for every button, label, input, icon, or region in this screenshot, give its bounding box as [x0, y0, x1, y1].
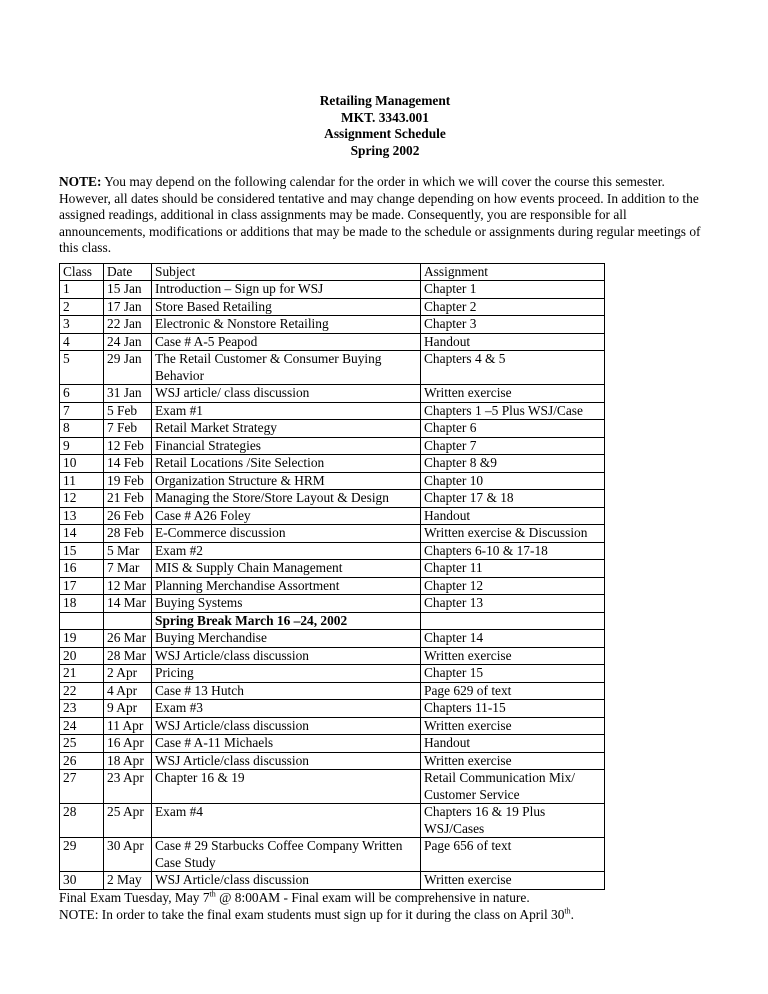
subject-cell: Planning Merchandise Assortment: [152, 577, 421, 595]
subject-cell: Exam #3: [152, 700, 421, 718]
date-cell: 11 Apr: [104, 717, 152, 735]
subject-cell: WSJ Article/class discussion: [152, 872, 421, 890]
class-cell: 22: [60, 682, 104, 700]
class-cell: 17: [60, 577, 104, 595]
table-row: [60, 490, 605, 508]
table-row: [60, 437, 605, 455]
class-cell: 8: [60, 420, 104, 438]
table-row: [60, 665, 605, 683]
assignment-cell: Chapters 16 & 19 Plus WSJ/Cases: [421, 804, 605, 838]
assignment-cell: Chapter 3: [421, 316, 605, 334]
table-row: [60, 682, 605, 700]
assignment-cell: Chapters 11-15: [421, 700, 605, 718]
note-paragraph: [59, 174, 711, 257]
assignment-cell: Chapter 15: [421, 665, 605, 683]
table-row: [60, 455, 605, 473]
table-row: [60, 402, 605, 420]
assignment-cell: Written exercise: [421, 872, 605, 890]
table-row: [60, 770, 605, 804]
subject-cell: Organization Structure & HRM: [152, 472, 421, 490]
class-cell: 26: [60, 752, 104, 770]
subject-cell: The Retail Customer & Consumer Buying Behavior: [152, 351, 421, 385]
assignment-cell: Chapter 8 &9: [421, 455, 605, 473]
date-cell: 29 Jan: [104, 351, 152, 385]
assignment-cell: Page 629 of text: [421, 682, 605, 700]
table-row: [60, 385, 605, 403]
table-row: [60, 560, 605, 578]
table-row: [60, 351, 605, 385]
document-page: [59, 93, 711, 923]
final-note-text-2: .: [570, 906, 574, 922]
date-cell: 19 Feb: [104, 472, 152, 490]
date-cell: 4 Apr: [104, 682, 152, 700]
empty-cell: [421, 612, 605, 630]
assignment-cell: Written exercise & Discussion: [421, 525, 605, 543]
final-exam-line: [59, 890, 711, 907]
class-cell: 10: [60, 455, 104, 473]
subject-cell: Case # A-5 Peapod: [152, 333, 421, 351]
class-cell: 20: [60, 647, 104, 665]
assignment-cell: Chapter 14: [421, 630, 605, 648]
date-cell: 5 Feb: [104, 402, 152, 420]
title-block: [59, 93, 711, 159]
date-cell: 23 Apr: [104, 770, 152, 804]
assignment-cell: Chapter 2: [421, 298, 605, 316]
assignment-cell: Chapters 4 & 5: [421, 351, 605, 385]
class-cell: 14: [60, 525, 104, 543]
class-cell: 12: [60, 490, 104, 508]
empty-cell: [60, 612, 104, 630]
assignment-cell: Written exercise: [421, 647, 605, 665]
doc-title: Retailing Management: [319, 93, 451, 108]
subject-cell: Introduction – Sign up for WSJ: [152, 281, 421, 299]
date-cell: 22 Jan: [104, 316, 152, 334]
final-note-sup: th: [564, 906, 571, 916]
subject-cell: Case # A-11 Michaels: [152, 735, 421, 753]
date-cell: 16 Apr: [104, 735, 152, 753]
assignment-cell: Handout: [421, 507, 605, 525]
date-cell: 7 Feb: [104, 420, 152, 438]
class-cell: 1: [60, 281, 104, 299]
class-cell: 2: [60, 298, 104, 316]
assignment-cell: Page 656 of text: [421, 838, 605, 872]
subject-cell: Exam #1: [152, 402, 421, 420]
note-label: NOTE:: [59, 174, 102, 189]
class-cell: 9: [60, 437, 104, 455]
date-cell: 14 Mar: [104, 595, 152, 613]
date-cell: 18 Apr: [104, 752, 152, 770]
subject-cell: Pricing: [152, 665, 421, 683]
final-exam-text-2: @ 8:00AM - Final exam will be comprehensive in nature.: [215, 889, 530, 905]
date-cell: 12 Mar: [104, 577, 152, 595]
class-cell: 28: [60, 804, 104, 838]
assignment-cell: Written exercise: [421, 717, 605, 735]
date-cell: 7 Mar: [104, 560, 152, 578]
subject-cell: Exam #2: [152, 542, 421, 560]
table-row: [60, 420, 605, 438]
subject-cell: Chapter 16 & 19: [152, 770, 421, 804]
date-cell: 26 Feb: [104, 507, 152, 525]
subject-cell: WSJ article/ class discussion: [152, 385, 421, 403]
term: Spring 2002: [350, 142, 420, 158]
date-cell: 28 Mar: [104, 647, 152, 665]
subject-cell: Financial Strategies: [152, 437, 421, 455]
table-row: [60, 525, 605, 543]
table-row: [60, 838, 605, 872]
assignment-cell: Written exercise: [421, 752, 605, 770]
date-cell: 12 Feb: [104, 437, 152, 455]
class-cell: 16: [60, 560, 104, 578]
assignment-cell: Chapter 1: [421, 281, 605, 299]
subject-cell: Exam #4: [152, 804, 421, 838]
class-cell: 21: [60, 665, 104, 683]
table-row: [60, 630, 605, 648]
table-row: [60, 872, 605, 890]
assignment-cell: Chapters 6-10 & 17-18: [421, 542, 605, 560]
header-row: [60, 263, 605, 281]
table-row: [60, 507, 605, 525]
class-cell: 11: [60, 472, 104, 490]
assignment-cell: Chapter 12: [421, 577, 605, 595]
subject-cell: Retail Locations /Site Selection: [152, 455, 421, 473]
class-cell: 24: [60, 717, 104, 735]
subject-cell: WSJ Article/class discussion: [152, 717, 421, 735]
date-cell: 17 Jan: [104, 298, 152, 316]
class-cell: Class: [60, 263, 104, 281]
date-cell: 5 Mar: [104, 542, 152, 560]
date-cell: 28 Feb: [104, 525, 152, 543]
table-row: [60, 717, 605, 735]
spring-break-row: [60, 612, 605, 630]
class-cell: 5: [60, 351, 104, 385]
assignment-cell: Assignment: [421, 263, 605, 281]
subject-cell: Retail Market Strategy: [152, 420, 421, 438]
subject-cell: Buying Systems: [152, 595, 421, 613]
class-cell: 15: [60, 542, 104, 560]
subject-cell: Case # 13 Hutch: [152, 682, 421, 700]
date-cell: 24 Jan: [104, 333, 152, 351]
assignment-cell: Chapter 17 & 18: [421, 490, 605, 508]
assignment-cell: Chapter 10: [421, 472, 605, 490]
class-cell: 25: [60, 735, 104, 753]
class-cell: 19: [60, 630, 104, 648]
final-note-text: NOTE: In order to take the final exam students must sign up for it during the class on April 30: [59, 906, 565, 922]
table-row: [60, 647, 605, 665]
note-text: You may depend on the following calendar for the order in which we will cover the course this semester. However, all dates should be considered tentative and may change depending on how events proceed. In addition to the assigned readings, additional in class assignments may be made. Consequently, you are responsible for all announcements, modifications or additions that may be made to the schedule or assignments during regular meetings of this class.: [59, 174, 701, 256]
subject-cell: WSJ Article/class discussion: [152, 752, 421, 770]
assignment-cell: Handout: [421, 333, 605, 351]
doc-type: Assignment Schedule: [324, 126, 446, 141]
subject-cell: Case # A26 Foley: [152, 507, 421, 525]
subject-cell: Subject: [152, 263, 421, 281]
table-row: [60, 577, 605, 595]
date-cell: 9 Apr: [104, 700, 152, 718]
spring-break-label: Spring Break March 16 –24, 2002: [152, 612, 421, 630]
table-row: [60, 752, 605, 770]
date-cell: Date: [104, 263, 152, 281]
table-row: [60, 472, 605, 490]
subject-cell: Store Based Retailing: [152, 298, 421, 316]
class-cell: 27: [60, 770, 104, 804]
class-cell: 7: [60, 402, 104, 420]
table-row: [60, 333, 605, 351]
final-note-line: [59, 907, 711, 924]
subject-cell: Case # 29 Starbucks Coffee Company Written Case Study: [152, 838, 421, 872]
table-row: [60, 298, 605, 316]
assignment-cell: Chapter 11: [421, 560, 605, 578]
date-cell: 21 Feb: [104, 490, 152, 508]
subject-cell: Electronic & Nonstore Retailing: [152, 316, 421, 334]
class-cell: 18: [60, 595, 104, 613]
table-row: [60, 735, 605, 753]
subject-cell: E-Commerce discussion: [152, 525, 421, 543]
date-cell: 26 Mar: [104, 630, 152, 648]
schedule-table: [59, 263, 605, 890]
class-cell: 4: [60, 333, 104, 351]
date-cell: 2 Apr: [104, 665, 152, 683]
date-cell: 2 May: [104, 872, 152, 890]
table-row: [60, 804, 605, 838]
final-exam-sup: th: [209, 889, 216, 899]
final-exam-text: Final Exam Tuesday, May 7: [59, 889, 210, 905]
assignment-cell: Retail Communication Mix/ Customer Service: [421, 770, 605, 804]
subject-cell: Managing the Store/Store Layout & Design: [152, 490, 421, 508]
table-row: [60, 542, 605, 560]
date-cell: 30 Apr: [104, 838, 152, 872]
subject-cell: MIS & Supply Chain Management: [152, 560, 421, 578]
table-row: [60, 316, 605, 334]
subject-cell: Buying Merchandise: [152, 630, 421, 648]
empty-cell: [104, 612, 152, 630]
table-row: [60, 595, 605, 613]
assignment-cell: Handout: [421, 735, 605, 753]
class-cell: 3: [60, 316, 104, 334]
subject-cell: WSJ Article/class discussion: [152, 647, 421, 665]
assignment-cell: Chapter 6: [421, 420, 605, 438]
assignment-cell: Chapters 1 –5 Plus WSJ/Case: [421, 402, 605, 420]
class-cell: 30: [60, 872, 104, 890]
date-cell: 25 Apr: [104, 804, 152, 838]
assignment-cell: Chapter 13: [421, 595, 605, 613]
date-cell: 15 Jan: [104, 281, 152, 299]
class-cell: 23: [60, 700, 104, 718]
assignment-cell: Chapter 7: [421, 437, 605, 455]
assignment-cell: Written exercise: [421, 385, 605, 403]
date-cell: 31 Jan: [104, 385, 152, 403]
class-cell: 29: [60, 838, 104, 872]
table-row: [60, 700, 605, 718]
course-code: MKT. 3343.001: [341, 109, 429, 125]
date-cell: 14 Feb: [104, 455, 152, 473]
class-cell: 13: [60, 507, 104, 525]
table-row: [60, 281, 605, 299]
class-cell: 6: [60, 385, 104, 403]
